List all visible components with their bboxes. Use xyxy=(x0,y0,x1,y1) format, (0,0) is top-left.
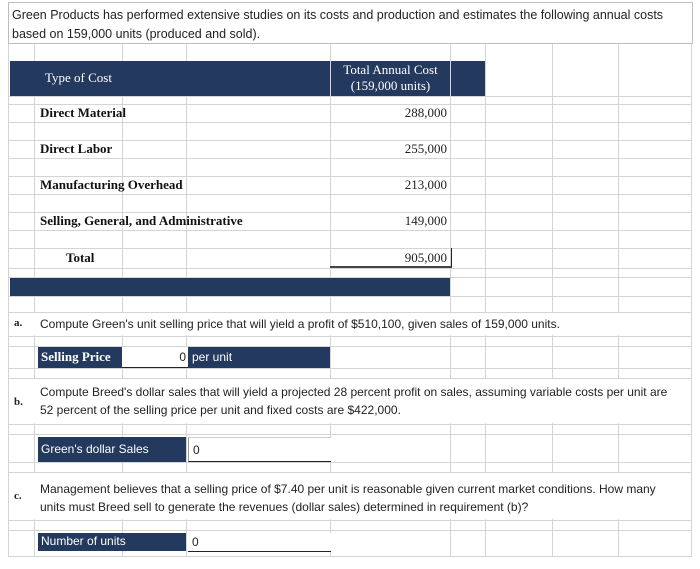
question-c-letter: c. xyxy=(14,490,22,502)
question-c-text: Management believes that a selling price of $7.40 per unit is reasonable given current market conditions. How many units must Breed sell to generate the revenues (dollar sales) determined in requirement (b)? xyxy=(40,482,656,514)
grid-line xyxy=(8,462,692,463)
header-extra-cell xyxy=(451,61,485,96)
grid-line xyxy=(8,556,692,557)
row-direct-labor-value: 255,000 xyxy=(404,141,447,156)
dollar-sales-input[interactable]: 0 xyxy=(188,437,331,462)
section-separator-bar xyxy=(10,278,450,296)
row-direct-material-value: 288,000 xyxy=(404,105,447,120)
grid-line xyxy=(8,424,692,425)
row-total-label: Total xyxy=(66,250,95,265)
question-a-letter: a. xyxy=(14,317,23,329)
grid-line xyxy=(8,230,692,231)
grid-line xyxy=(8,336,692,337)
row-direct-material-label: Direct Material xyxy=(40,105,127,120)
grid-line xyxy=(8,520,692,521)
number-of-units-label: Number of units xyxy=(41,534,126,548)
per-unit-label: per unit xyxy=(192,350,233,364)
header-total-annual-cost xyxy=(331,62,450,94)
header-total-line1: Total Annual Cost xyxy=(343,62,438,77)
number-of-units-input[interactable]: 0 xyxy=(188,533,331,552)
row-sga-value: 149,000 xyxy=(404,213,447,228)
grid-line xyxy=(8,122,692,123)
row-total-value: 905,000 xyxy=(404,250,447,265)
header-total-line2: (159,000 units) xyxy=(350,78,431,93)
question-b-letter: b. xyxy=(14,396,23,408)
grid-line xyxy=(8,530,692,531)
row-manufacturing-overhead-label: Manufacturing Overhead xyxy=(40,177,183,192)
grid-line xyxy=(8,296,692,297)
grid-line xyxy=(8,368,692,369)
grid-line xyxy=(8,268,692,269)
dollar-sales-label: Green's dollar Sales xyxy=(41,442,149,456)
intro-text: Green Products has performed extensive studies on its costs and production and estimates the following annual costs based on 159,000 units (produced and sold). xyxy=(12,8,664,41)
row-sga-label: Selling, General, and Administrative xyxy=(40,213,243,228)
question-a-text: Compute Green's unit selling price that will yield a profit of $510,100, given sales of 159,000 units. xyxy=(40,317,560,331)
grid-line xyxy=(8,194,692,195)
header-type-of-cost: Type of Cost xyxy=(45,70,112,85)
grid-line xyxy=(8,96,692,97)
grid-line xyxy=(8,434,692,435)
question-b-text: Compute Breed's dollar sales that will yield a projected 28 percent profit on sales, assuming variable costs per unit are 52 percent of the selling price per unit and fixed costs are $422,000. xyxy=(40,385,668,417)
row-manufacturing-overhead-value: 213,000 xyxy=(404,177,447,192)
grid-line xyxy=(8,158,692,159)
selling-price-input[interactable]: 0 xyxy=(122,347,188,368)
grid-line xyxy=(691,42,692,557)
row-direct-labor-label: Direct Labor xyxy=(40,141,113,156)
selling-price-label: Selling Price xyxy=(41,349,111,364)
